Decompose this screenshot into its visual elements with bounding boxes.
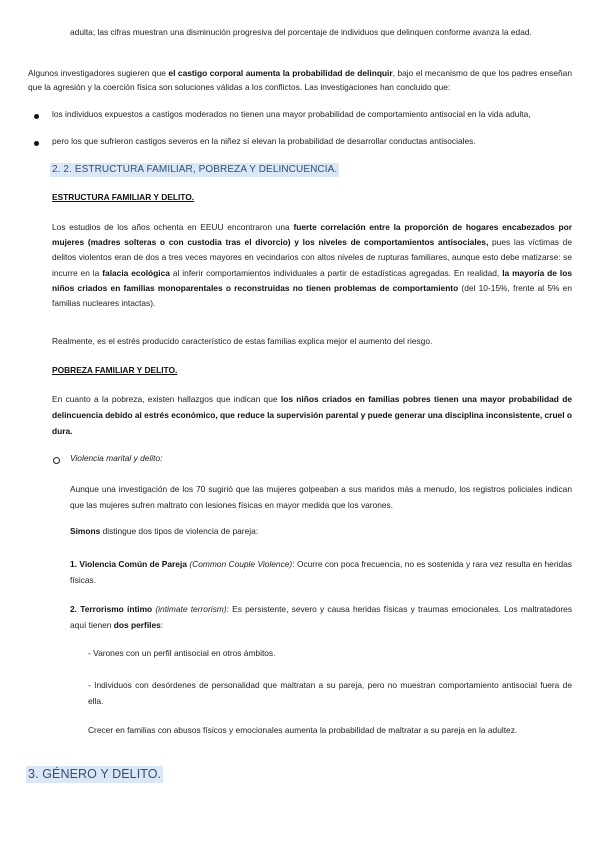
estructura-text-f: la mayoría de los niños criados en familias monoparentales o reconstruidas no tienen problemas de comportamiento: [52, 267, 572, 293]
tipo-2-text-b: dos perfiles: [113, 620, 161, 630]
violencia-bullet-label: [70, 452, 162, 466]
castigo-paragraph: [28, 67, 572, 94]
subheading-estructura-familiar: ESTRUCTURA FAMILIAR Y DELITO.: [52, 192, 195, 202]
pobreza-text-a: En cuanto a la pobreza, existen hallazgos que indican que: [52, 394, 281, 404]
estructura-conclusion: Realmente, es el estrés producido característico de estas familias explica mejor el aumento del riesgo.: [52, 336, 433, 346]
simons-text: distingue dos tipos de violencia de pareja:: [100, 526, 259, 536]
subheading-pobreza-familiar: POBREZA FAMILIAR Y DELITO.: [52, 365, 178, 375]
castigo-text-bold: el castigo corporal aumenta la probabilidad de delinquir: [168, 68, 393, 78]
simons-paragraph: [70, 525, 572, 539]
estructura-text-e: al inferir comportamientos individuales a partir de estadísticas agregadas. En realidad,: [169, 267, 503, 278]
circle-bullet-icon: [53, 457, 60, 464]
tipo-1-title: 1. Violencia Común de Pareja: [70, 559, 187, 569]
tipo-2-title: 2. Terrorismo íntimo: [70, 604, 153, 614]
castigo-bullet-1: los individuos expuestos a castigos moderados no tienen una mayor probabilidad de comportamiento antisocial en la vida adulta,: [52, 109, 531, 119]
estructura-text-a: Los estudios de los años ochenta en EEUU encontraron una: [52, 222, 294, 232]
simons-name: Simons: [70, 526, 101, 536]
tipo-2-text-a: : Es persistente, severo y causa heridas físicas y traumas emocionales. Los maltratadores aquí tienen: [70, 604, 573, 630]
perfil-1: - Varones con un perfil antisocial en otros ámbitos.: [88, 648, 276, 658]
tipo-2-text-c: :: [160, 620, 164, 630]
intro-continuation: adulta; las cifras muestran una disminución progresiva del porcentaje de individuos que delinquen conforme avanza la edad.: [70, 27, 532, 37]
estructura-text-g: (del 10-15%, frente al 5% en familias nucleares intactas).: [52, 282, 572, 309]
estructura-text-b: fuerte correlación entre la proporción de hogares encabezados por mujeres (madres solteras o con custodia tras el divorcio) y los niveles de comportamientos antisociales,: [52, 222, 572, 248]
section-heading-3: 3. GÉNERO Y DELITO.: [28, 767, 162, 781]
tipo-2-english: (intimate terrorism): [155, 604, 227, 614]
estructura-text-d: falacia ecológica: [102, 267, 170, 278]
bullet-dot: [34, 141, 39, 146]
estructura-paragraph: [52, 220, 572, 311]
perfil-2: - Individuos con desórdenes de personalidad que maltratan a su pareja, pero no muestran comportamiento antisocial fuera de ella.: [88, 680, 572, 706]
tipo-1-text: : Ocurre con poca frecuencia, no es sostenida y rara vez resulta en heridas físicas.: [70, 559, 572, 585]
pobreza-paragraph: [52, 391, 572, 439]
violencia-label-text: Violencia marital y delito:: [70, 453, 163, 463]
tipo-1-english: (Common Couple Violence): [189, 559, 293, 569]
castigo-text-post: , bajo el mecanismo de que los padres enseñan que la agresión y la coerción física son soluciones válidas a los conflictos. Las investigaciones han concluido que:: [28, 68, 572, 92]
violencia-closing: Crecer en familias con abusos físicos y emocionales aumenta la probabilidad de maltratar a su pareja en la adultez.: [88, 725, 518, 735]
tipo-2-paragraph: [70, 601, 572, 633]
estructura-text-c: pues las víctimas de delitos violentos eran de dos a tres veces mayores en vecindarios con altos niveles de rupturas familiares, aunque esto debe matizarse: se incurre en la: [52, 237, 572, 278]
violencia-paragraph-1: Aunque una investigación de los 70 sugirió que las mujeres golpeaban a sus maridos más a menudo, los registros policiales indican que las mujeres sufren maltrato con lesiones físicas en mayor medida que los varones.: [70, 484, 572, 510]
pobreza-text-b: los niños criados en familias pobres tienen una mayor probabilidad de delincuencia debido al estrés económico, que reduce la supervisión parental y puede generar una disciplina inconsistente, cruel o dura.: [52, 394, 572, 436]
castigo-bullet-2: pero los que sufrieron castigos severos en la niñez sí elevan la probabilidad de desarrollar conductas antisociales.: [52, 136, 476, 146]
tipo-1-paragraph: [70, 556, 572, 588]
castigo-text-pre: Algunos investigadores sugieren que: [28, 68, 169, 78]
section-heading-2-2: 2. 2. ESTRUCTURA FAMILIAR, POBREZA Y DELINCUENCIA.: [52, 164, 338, 175]
bullet-dot: [34, 114, 39, 119]
